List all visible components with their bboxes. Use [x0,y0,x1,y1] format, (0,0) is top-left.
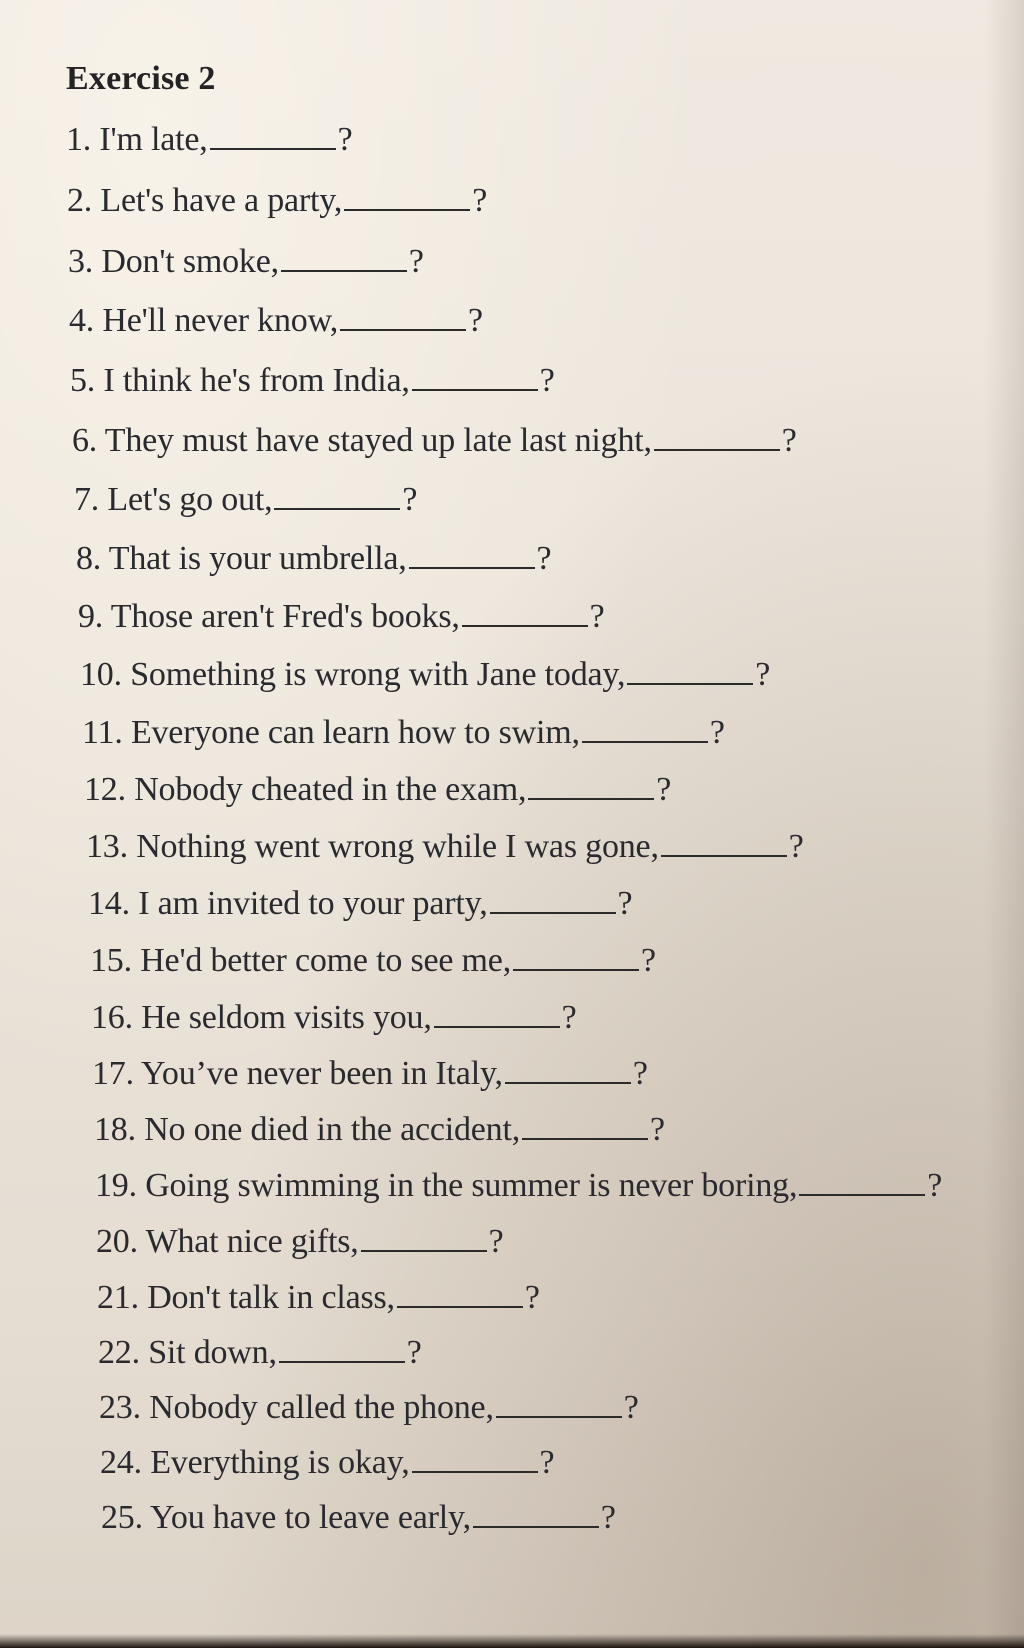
question-mark: ? [539,362,555,399]
answer-blank[interactable] [462,597,588,627]
answer-blank[interactable] [513,941,639,971]
item-text: 22. Sit down, [98,1334,277,1371]
question-mark: ? [632,1055,648,1092]
exercise-item [99,1388,639,1427]
question-mark: ? [468,302,483,339]
answer-blank[interactable] [528,770,654,800]
answer-blank[interactable] [412,361,538,391]
question-mark: ? [788,828,804,865]
exercise-item [76,539,551,578]
item-text: 6. They must have stayed up late last night, [72,422,652,459]
item-text: 13. Nothing went wrong while I was gone, [86,828,659,865]
item-text: 3. Don't smoke, [68,243,279,280]
exercise-item [94,1110,665,1149]
answer-blank[interactable] [496,1388,622,1418]
exercise-item [100,1443,554,1482]
exercise-item [74,480,417,519]
photo-bottom-edge [0,1634,1024,1648]
item-text: 5. I think he's from India, [70,362,410,399]
exercise-item [86,827,804,866]
item-text: 23. Nobody called the phone, [99,1389,494,1426]
answer-blank[interactable] [279,1333,405,1363]
answer-blank[interactable] [361,1222,487,1252]
answer-blank[interactable] [409,539,535,569]
exercise-item [78,597,605,636]
question-mark: ? [617,885,633,922]
item-text: 18. No one died in the accident, [94,1111,521,1148]
answer-blank[interactable] [799,1166,925,1196]
exercise-item [72,421,797,460]
question-mark: ? [402,481,418,518]
item-text: 7. Let's go out, [74,481,273,518]
answer-blank[interactable] [340,301,466,331]
item-text: 14. I am invited to your party, [88,885,488,922]
answer-blank[interactable] [582,713,708,743]
item-text: 11. Everyone can learn how to swim, [82,714,580,751]
question-mark: ? [337,121,353,158]
question-mark: ? [406,1334,422,1371]
question-mark: ? [781,422,797,459]
answer-blank[interactable] [412,1443,538,1473]
exercise-item [88,884,632,923]
item-text: 21. Don't talk in class, [97,1279,395,1316]
exercise-item [98,1333,422,1372]
answer-blank[interactable] [627,655,753,685]
exercise-item [101,1498,616,1537]
item-text: 4. He'll never know, [69,302,339,339]
question-mark: ? [641,942,656,979]
question-mark: ? [472,182,488,219]
item-text: 10. Something is wrong with Jane today, [80,656,626,693]
question-mark: ? [650,1111,665,1148]
item-text: 8. That is your umbrella, [76,540,407,577]
item-text: 25. You have to leave early, [101,1499,471,1536]
exercise-item [91,998,577,1037]
item-text: 1. I'm late, [66,121,208,158]
answer-blank[interactable] [397,1278,523,1308]
answer-blank[interactable] [210,120,336,150]
question-mark: ? [927,1167,943,1204]
exercise-item [80,655,770,694]
question-mark: ? [589,598,605,635]
exercise-item [84,770,671,809]
exercise-item [68,242,424,281]
item-text: 9. Those aren't Fred's books, [78,598,460,635]
question-mark: ? [561,999,577,1036]
question-mark: ? [524,1279,540,1316]
question-mark: ? [488,1223,504,1260]
answer-blank[interactable] [473,1498,599,1528]
question-mark: ? [623,1389,639,1426]
question-mark: ? [709,714,725,751]
item-text: 20. What nice gifts, [96,1223,359,1260]
answer-blank[interactable] [661,827,787,857]
answer-blank[interactable] [654,421,780,451]
answer-blank[interactable] [274,480,400,510]
question-mark: ? [539,1444,555,1481]
answer-blank[interactable] [522,1110,648,1140]
question-mark: ? [600,1499,616,1536]
item-text: 16. He seldom visits you, [91,999,432,1036]
exercise-item [96,1222,504,1261]
question-mark: ? [408,243,424,280]
exercise-item [92,1054,648,1093]
exercise-item [90,941,656,980]
exercise-item [70,361,555,400]
exercise-title: Exercise 2 [66,60,216,97]
exercise-item [95,1166,942,1205]
answer-blank[interactable] [434,998,560,1028]
question-mark: ? [656,771,672,808]
item-text: 19. Going swimming in the summer is never boring, [95,1167,798,1204]
answer-blank[interactable] [505,1054,631,1084]
answer-blank[interactable] [344,181,470,211]
answer-blank[interactable] [490,884,616,914]
item-text: 12. Nobody cheated in the exam, [84,771,527,808]
item-text: 17. You’ve never been in Italy, [92,1055,503,1092]
answer-blank[interactable] [281,242,407,272]
item-text: 24. Everything is okay, [100,1444,410,1481]
question-mark: ? [536,540,552,577]
item-text: 15. He'd better come to see me, [90,942,511,979]
page-edge-shadow [984,0,1024,1648]
question-mark: ? [755,656,771,693]
exercise-item [69,301,483,340]
exercise-item [67,181,487,220]
exercise-item [97,1278,540,1317]
exercise-item [66,120,352,159]
exercise-item [82,713,725,752]
item-text: 2. Let's have a party, [67,182,343,219]
